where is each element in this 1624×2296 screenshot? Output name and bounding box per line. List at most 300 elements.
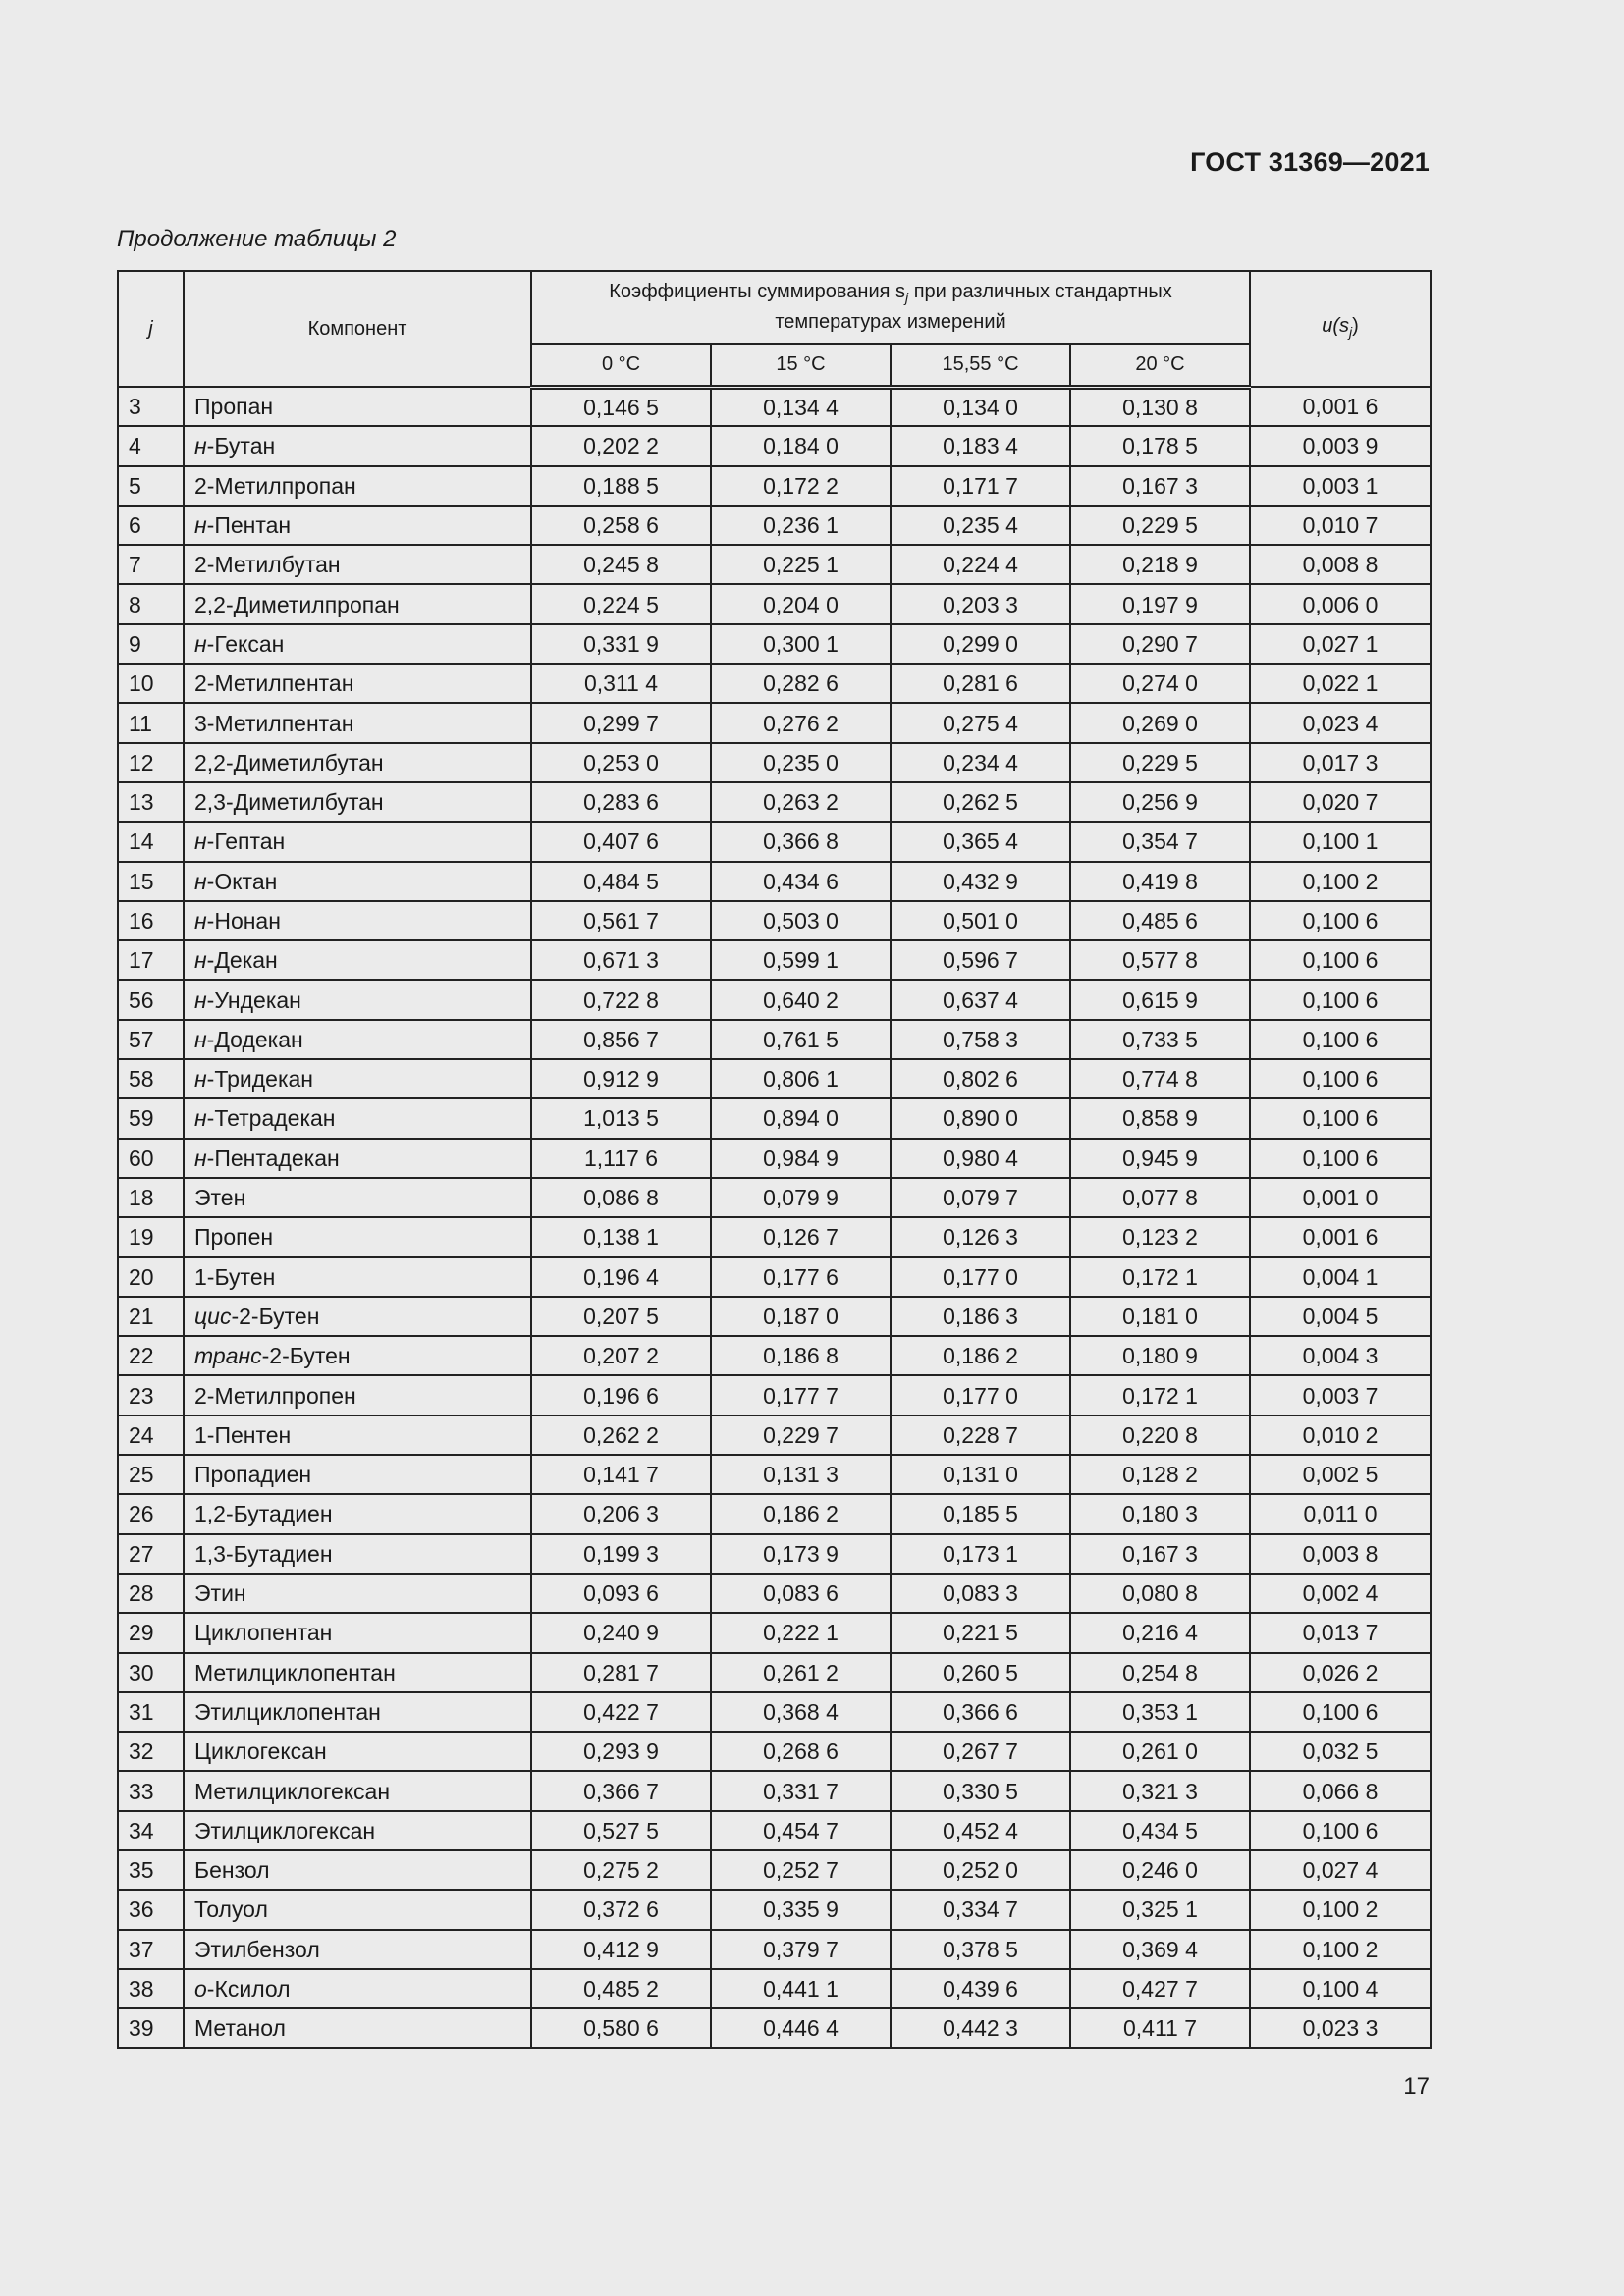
cell-component xyxy=(184,1336,531,1375)
table-row xyxy=(118,1969,1431,2008)
cell-15-55c: 0,275 4 xyxy=(891,703,1070,742)
cell-uncertainty: 0,100 6 xyxy=(1250,1139,1431,1178)
cell-uncertainty: 0,013 7 xyxy=(1250,1613,1431,1652)
cell-uncertainty: 0,027 4 xyxy=(1250,1850,1431,1890)
cell-15c: 0,366 8 xyxy=(711,822,891,861)
table-row xyxy=(118,1297,1431,1336)
cell-15-55c: 0,439 6 xyxy=(891,1969,1070,2008)
component-prefix: н xyxy=(194,947,207,974)
cell-component xyxy=(184,584,531,623)
cell-0c: 0,199 3 xyxy=(531,1534,711,1574)
cell-15-55c: 0,758 3 xyxy=(891,1020,1070,1059)
component-name: -Тетрадекан xyxy=(206,1105,336,1132)
cell-uncertainty: 0,100 2 xyxy=(1250,1930,1431,1969)
table-row xyxy=(118,862,1431,901)
cell-15-55c: 0,131 0 xyxy=(891,1455,1070,1494)
cell-0c: 0,240 9 xyxy=(531,1613,711,1652)
cell-uncertainty: 0,008 8 xyxy=(1250,545,1431,584)
cell-uncertainty: 0,004 3 xyxy=(1250,1336,1431,1375)
cell-0c: 0,086 8 xyxy=(531,1178,711,1217)
cell-20c: 0,369 4 xyxy=(1070,1930,1250,1969)
table-row xyxy=(118,1692,1431,1732)
cell-20c: 0,178 5 xyxy=(1070,426,1250,465)
cell-15-55c: 0,366 6 xyxy=(891,1692,1070,1732)
cell-15c: 0,177 6 xyxy=(711,1257,891,1297)
component-name: 2,2-Диметилбутан xyxy=(194,749,384,775)
cell-20c: 0,167 3 xyxy=(1070,1534,1250,1574)
cell-15-55c: 0,980 4 xyxy=(891,1139,1070,1178)
header-group-label-rest: при различных стандартных температурах измерений xyxy=(775,281,1172,333)
cell-component xyxy=(184,426,531,465)
cell-15c: 0,172 2 xyxy=(711,466,891,506)
component-name: -Ксилол xyxy=(206,1976,291,2002)
cell-component xyxy=(184,1930,531,1969)
cell-uncertainty: 0,022 1 xyxy=(1250,664,1431,703)
cell-20c: 0,434 5 xyxy=(1070,1811,1250,1850)
cell-uncertainty: 0,003 7 xyxy=(1250,1375,1431,1415)
cell-20c: 0,325 1 xyxy=(1070,1890,1250,1929)
cell-j: 12 xyxy=(118,743,184,782)
cell-20c: 0,172 1 xyxy=(1070,1257,1250,1297)
cell-j: 39 xyxy=(118,2008,184,2048)
cell-15c: 0,454 7 xyxy=(711,1811,891,1850)
cell-0c: 0,311 4 xyxy=(531,664,711,703)
cell-component xyxy=(184,1020,531,1059)
component-prefix: н xyxy=(194,433,207,459)
cell-20c: 0,123 2 xyxy=(1070,1217,1250,1256)
cell-15c: 0,640 2 xyxy=(711,980,891,1019)
cell-15c: 0,276 2 xyxy=(711,703,891,742)
cell-j: 18 xyxy=(118,1178,184,1217)
cell-15c: 0,173 9 xyxy=(711,1534,891,1574)
cell-uncertainty: 0,100 6 xyxy=(1250,901,1431,940)
cell-15-55c: 0,126 3 xyxy=(891,1217,1070,1256)
cell-j: 19 xyxy=(118,1217,184,1256)
cell-uncertainty: 0,001 6 xyxy=(1250,387,1431,426)
component-name: -Гептан xyxy=(206,828,286,855)
table-row xyxy=(118,1811,1431,1850)
cell-j: 14 xyxy=(118,822,184,861)
cell-20c: 0,321 3 xyxy=(1070,1771,1250,1810)
cell-component xyxy=(184,782,531,822)
cell-0c: 0,138 1 xyxy=(531,1217,711,1256)
cell-15c: 0,131 3 xyxy=(711,1455,891,1494)
cell-15-55c: 0,802 6 xyxy=(891,1059,1070,1098)
cell-uncertainty: 0,023 3 xyxy=(1250,2008,1431,2048)
component-name: Этилциклопентан xyxy=(194,1698,381,1725)
cell-0c: 0,580 6 xyxy=(531,2008,711,2048)
cell-j: 30 xyxy=(118,1653,184,1692)
cell-component xyxy=(184,1098,531,1138)
component-name: 1,2-Бутадиен xyxy=(194,1501,333,1527)
cell-15c: 0,252 7 xyxy=(711,1850,891,1890)
cell-j: 5 xyxy=(118,466,184,506)
cell-component xyxy=(184,2008,531,2048)
component-name: Бензол xyxy=(194,1857,270,1884)
cell-15c: 0,368 4 xyxy=(711,1692,891,1732)
cell-component xyxy=(184,1534,531,1574)
cell-j: 13 xyxy=(118,782,184,822)
cell-uncertainty: 0,100 6 xyxy=(1250,980,1431,1019)
cell-0c: 0,188 5 xyxy=(531,466,711,506)
table-row xyxy=(118,1020,1431,1059)
header-temp-15: 15 °C xyxy=(711,344,891,387)
cell-j: 27 xyxy=(118,1534,184,1574)
cell-15-55c: 0,224 4 xyxy=(891,545,1070,584)
cell-15-55c: 0,501 0 xyxy=(891,901,1070,940)
cell-uncertainty: 0,100 6 xyxy=(1250,1059,1431,1098)
table-row xyxy=(118,940,1431,980)
cell-component xyxy=(184,1415,531,1455)
cell-0c: 0,202 2 xyxy=(531,426,711,465)
table-row xyxy=(118,1415,1431,1455)
cell-j: 56 xyxy=(118,980,184,1019)
cell-uncertainty: 0,004 5 xyxy=(1250,1297,1431,1336)
cell-20c: 0,077 8 xyxy=(1070,1178,1250,1217)
cell-0c: 0,262 2 xyxy=(531,1415,711,1455)
cell-15-55c: 0,134 0 xyxy=(891,387,1070,426)
table-row xyxy=(118,1059,1431,1098)
cell-component xyxy=(184,940,531,980)
component-name: -2-Бутен xyxy=(261,1343,351,1369)
cell-j: 26 xyxy=(118,1494,184,1533)
cell-15-55c: 0,637 4 xyxy=(891,980,1070,1019)
table-row xyxy=(118,1732,1431,1771)
component-name: Пропан xyxy=(194,394,274,420)
table-row xyxy=(118,1098,1431,1138)
component-name: 2-Метилпентан xyxy=(194,670,354,697)
cell-15-55c: 0,221 5 xyxy=(891,1613,1070,1652)
cell-uncertainty: 0,002 5 xyxy=(1250,1455,1431,1494)
cell-0c: 0,093 6 xyxy=(531,1574,711,1613)
cell-20c: 0,216 4 xyxy=(1070,1613,1250,1652)
cell-0c: 0,331 9 xyxy=(531,624,711,664)
cell-20c: 0,218 9 xyxy=(1070,545,1250,584)
cell-15-55c: 0,228 7 xyxy=(891,1415,1070,1455)
cell-0c: 0,561 7 xyxy=(531,901,711,940)
table-row xyxy=(118,901,1431,940)
cell-uncertainty: 0,004 1 xyxy=(1250,1257,1431,1297)
cell-15c: 0,268 6 xyxy=(711,1732,891,1771)
header-temp-20: 20 °C xyxy=(1070,344,1250,387)
cell-component xyxy=(184,1692,531,1732)
cell-j: 9 xyxy=(118,624,184,664)
table-caption: Продолжение таблицы 2 xyxy=(117,226,397,252)
cell-j: 23 xyxy=(118,1375,184,1415)
table-row xyxy=(118,782,1431,822)
component-prefix: н xyxy=(194,1066,207,1093)
cell-0c: 0,206 3 xyxy=(531,1494,711,1533)
cell-15c: 0,126 7 xyxy=(711,1217,891,1256)
cell-20c: 0,080 8 xyxy=(1070,1574,1250,1613)
component-name: Этин xyxy=(194,1580,246,1607)
component-name: -Тридекан xyxy=(206,1066,314,1093)
cell-j: 15 xyxy=(118,862,184,901)
cell-j: 3 xyxy=(118,387,184,426)
cell-component xyxy=(184,822,531,861)
cell-component xyxy=(184,1574,531,1613)
component-name: 2-Метилпропен xyxy=(194,1382,356,1409)
cell-15c: 0,599 1 xyxy=(711,940,891,980)
cell-0c: 0,275 2 xyxy=(531,1850,711,1890)
cell-uncertainty: 0,100 6 xyxy=(1250,1020,1431,1059)
cell-component xyxy=(184,1375,531,1415)
cell-uncertainty: 0,100 2 xyxy=(1250,862,1431,901)
cell-component xyxy=(184,545,531,584)
component-name: 2,3-Диметилбутан xyxy=(194,789,384,816)
cell-15-55c: 0,234 4 xyxy=(891,743,1070,782)
cell-0c: 0,146 5 xyxy=(531,387,711,426)
header-uncertainty xyxy=(1250,271,1431,387)
cell-component xyxy=(184,980,531,1019)
cell-component xyxy=(184,506,531,545)
table-row xyxy=(118,1890,1431,1929)
header-group-label: Коэффициенты суммирования s xyxy=(609,281,906,302)
cell-j: 22 xyxy=(118,1336,184,1375)
cell-15-55c: 0,185 5 xyxy=(891,1494,1070,1533)
cell-20c: 0,615 9 xyxy=(1070,980,1250,1019)
cell-20c: 0,774 8 xyxy=(1070,1059,1250,1098)
cell-component xyxy=(184,1771,531,1810)
cell-15c: 0,984 9 xyxy=(711,1139,891,1178)
cell-component xyxy=(184,1653,531,1692)
component-name: 1-Бутен xyxy=(194,1263,276,1290)
cell-component xyxy=(184,1297,531,1336)
cell-20c: 0,733 5 xyxy=(1070,1020,1250,1059)
table-row xyxy=(118,2008,1431,2048)
cell-uncertainty: 0,100 4 xyxy=(1250,1969,1431,2008)
cell-0c: 0,856 7 xyxy=(531,1020,711,1059)
component-name: -Декан xyxy=(206,947,278,974)
cell-20c: 0,353 1 xyxy=(1070,1692,1250,1732)
cell-15-55c: 0,183 4 xyxy=(891,426,1070,465)
cell-15c: 0,222 1 xyxy=(711,1613,891,1652)
header-u-prefix: u(s xyxy=(1322,314,1350,337)
table-row xyxy=(118,1336,1431,1375)
cell-20c: 0,354 7 xyxy=(1070,822,1250,861)
component-name: 1,3-Бутадиен xyxy=(194,1540,333,1567)
cell-15-55c: 0,079 7 xyxy=(891,1178,1070,1217)
cell-15c: 0,235 0 xyxy=(711,743,891,782)
cell-15c: 0,229 7 xyxy=(711,1415,891,1455)
header-u-sub: j xyxy=(1349,323,1353,340)
component-name: 2-Метилбутан xyxy=(194,552,341,578)
table-row xyxy=(118,1850,1431,1890)
table-row xyxy=(118,506,1431,545)
cell-15-55c: 0,235 4 xyxy=(891,506,1070,545)
cell-15c: 0,761 5 xyxy=(711,1020,891,1059)
cell-uncertainty: 0,003 8 xyxy=(1250,1534,1431,1574)
component-prefix: н xyxy=(194,630,207,657)
cell-uncertainty: 0,023 4 xyxy=(1250,703,1431,742)
cell-component xyxy=(184,1059,531,1098)
cell-component xyxy=(184,1455,531,1494)
cell-20c: 0,858 9 xyxy=(1070,1098,1250,1138)
cell-20c: 0,261 0 xyxy=(1070,1732,1250,1771)
cell-component xyxy=(184,664,531,703)
cell-15c: 0,177 7 xyxy=(711,1375,891,1415)
component-prefix: н xyxy=(194,1145,207,1171)
component-name: -Нонан xyxy=(206,908,281,934)
component-name: Метанол xyxy=(194,2015,286,2042)
cell-j: 4 xyxy=(118,426,184,465)
component-prefix: н xyxy=(194,987,207,1013)
cell-15-55c: 0,186 3 xyxy=(891,1297,1070,1336)
component-name: -Пентадекан xyxy=(206,1145,340,1171)
cell-15-55c: 0,083 3 xyxy=(891,1574,1070,1613)
cell-0c: 0,671 3 xyxy=(531,940,711,980)
cell-component xyxy=(184,1178,531,1217)
cell-0c: 0,912 9 xyxy=(531,1059,711,1098)
table-row xyxy=(118,822,1431,861)
table-row xyxy=(118,1455,1431,1494)
cell-15c: 0,204 0 xyxy=(711,584,891,623)
component-name: -Октан xyxy=(206,868,278,894)
cell-uncertainty: 0,017 3 xyxy=(1250,743,1431,782)
cell-15c: 0,187 0 xyxy=(711,1297,891,1336)
cell-component xyxy=(184,1811,531,1850)
cell-j: 6 xyxy=(118,506,184,545)
cell-15c: 0,236 1 xyxy=(711,506,891,545)
component-name: Метилциклопентан xyxy=(194,1659,396,1685)
cell-j: 21 xyxy=(118,1297,184,1336)
cell-15c: 0,134 4 xyxy=(711,387,891,426)
component-prefix: н xyxy=(194,1105,207,1132)
component-name: -Пентан xyxy=(206,512,292,539)
table-row xyxy=(118,466,1431,506)
cell-j: 31 xyxy=(118,1692,184,1732)
cell-j: 16 xyxy=(118,901,184,940)
document-code: ГОСТ 31369—2021 xyxy=(1190,147,1430,177)
cell-uncertainty: 0,006 0 xyxy=(1250,584,1431,623)
table-body xyxy=(118,387,1431,2048)
cell-15c: 0,282 6 xyxy=(711,664,891,703)
table-row xyxy=(118,1178,1431,1217)
cell-15c: 0,186 2 xyxy=(711,1494,891,1533)
cell-15-55c: 0,262 5 xyxy=(891,782,1070,822)
cell-20c: 0,229 5 xyxy=(1070,743,1250,782)
cell-component xyxy=(184,624,531,664)
cell-15c: 0,225 1 xyxy=(711,545,891,584)
cell-component xyxy=(184,1890,531,1929)
cell-component xyxy=(184,901,531,940)
table-row xyxy=(118,387,1431,426)
table-row xyxy=(118,1534,1431,1574)
table-row xyxy=(118,743,1431,782)
cell-15c: 0,186 8 xyxy=(711,1336,891,1375)
cell-15c: 0,806 1 xyxy=(711,1059,891,1098)
cell-20c: 0,411 7 xyxy=(1070,2008,1250,2048)
component-name: Циклогексан xyxy=(194,1738,327,1765)
cell-j: 7 xyxy=(118,545,184,584)
cell-20c: 0,290 7 xyxy=(1070,624,1250,664)
table-row xyxy=(118,1574,1431,1613)
cell-uncertainty: 0,002 4 xyxy=(1250,1574,1431,1613)
cell-0c: 0,485 2 xyxy=(531,1969,711,2008)
component-name: 2,2-Диметилпропан xyxy=(194,591,400,617)
table-row xyxy=(118,1257,1431,1297)
page-number: 17 xyxy=(1403,2073,1430,2100)
cell-20c: 0,181 0 xyxy=(1070,1297,1250,1336)
cell-j: 8 xyxy=(118,584,184,623)
cell-20c: 0,269 0 xyxy=(1070,703,1250,742)
cell-uncertainty: 0,003 9 xyxy=(1250,426,1431,465)
cell-uncertainty: 0,100 6 xyxy=(1250,1098,1431,1138)
cell-uncertainty: 0,011 0 xyxy=(1250,1494,1431,1533)
cell-15c: 0,184 0 xyxy=(711,426,891,465)
component-name: -Бутан xyxy=(206,433,276,459)
cell-15-55c: 0,267 7 xyxy=(891,1732,1070,1771)
header-component: Компонент xyxy=(184,271,531,387)
cell-j: 25 xyxy=(118,1455,184,1494)
cell-15-55c: 0,299 0 xyxy=(891,624,1070,664)
cell-uncertainty: 0,026 2 xyxy=(1250,1653,1431,1692)
component-prefix: н xyxy=(194,868,207,894)
cell-0c: 0,196 6 xyxy=(531,1375,711,1415)
cell-j: 29 xyxy=(118,1613,184,1652)
cell-j: 38 xyxy=(118,1969,184,2008)
table-row xyxy=(118,1375,1431,1415)
cell-15c: 0,441 1 xyxy=(711,1969,891,2008)
table-row xyxy=(118,1771,1431,1810)
cell-15-55c: 0,334 7 xyxy=(891,1890,1070,1929)
component-name: -Ундекан xyxy=(206,987,301,1013)
cell-component xyxy=(184,1139,531,1178)
table-row xyxy=(118,624,1431,664)
cell-20c: 0,419 8 xyxy=(1070,862,1250,901)
cell-15c: 0,379 7 xyxy=(711,1930,891,1969)
cell-j: 37 xyxy=(118,1930,184,1969)
cell-20c: 0,246 0 xyxy=(1070,1850,1250,1890)
cell-0c: 0,407 6 xyxy=(531,822,711,861)
component-prefix: н xyxy=(194,828,207,855)
cell-uncertainty: 0,020 7 xyxy=(1250,782,1431,822)
cell-15-55c: 0,442 3 xyxy=(891,2008,1070,2048)
table-row xyxy=(118,1653,1431,1692)
component-name: Этилциклогексан xyxy=(194,1817,376,1843)
table-row xyxy=(118,426,1431,465)
cell-15c: 0,434 6 xyxy=(711,862,891,901)
cell-component xyxy=(184,1732,531,1771)
cell-20c: 0,427 7 xyxy=(1070,1969,1250,2008)
cell-0c: 0,299 7 xyxy=(531,703,711,742)
cell-20c: 0,945 9 xyxy=(1070,1139,1250,1178)
cell-20c: 0,197 9 xyxy=(1070,584,1250,623)
table-row xyxy=(118,1613,1431,1652)
component-name: Пропадиен xyxy=(194,1462,312,1488)
cell-0c: 0,207 5 xyxy=(531,1297,711,1336)
cell-15-55c: 0,281 6 xyxy=(891,664,1070,703)
cell-j: 60 xyxy=(118,1139,184,1178)
cell-15c: 0,263 2 xyxy=(711,782,891,822)
cell-0c: 0,422 7 xyxy=(531,1692,711,1732)
cell-15-55c: 0,260 5 xyxy=(891,1653,1070,1692)
cell-15-55c: 0,890 0 xyxy=(891,1098,1070,1138)
cell-20c: 0,128 2 xyxy=(1070,1455,1250,1494)
header-u-suffix: ) xyxy=(1352,314,1359,337)
table-row xyxy=(118,584,1431,623)
cell-0c: 0,293 9 xyxy=(531,1732,711,1771)
cell-component xyxy=(184,1850,531,1890)
cell-uncertainty: 0,001 6 xyxy=(1250,1217,1431,1256)
header-temp-0: 0 °C xyxy=(531,344,711,387)
cell-component xyxy=(184,1969,531,2008)
cell-0c: 0,366 7 xyxy=(531,1771,711,1810)
cell-0c: 0,283 6 xyxy=(531,782,711,822)
table-row xyxy=(118,1217,1431,1256)
cell-j: 24 xyxy=(118,1415,184,1455)
header-group-sub: j xyxy=(905,290,909,305)
